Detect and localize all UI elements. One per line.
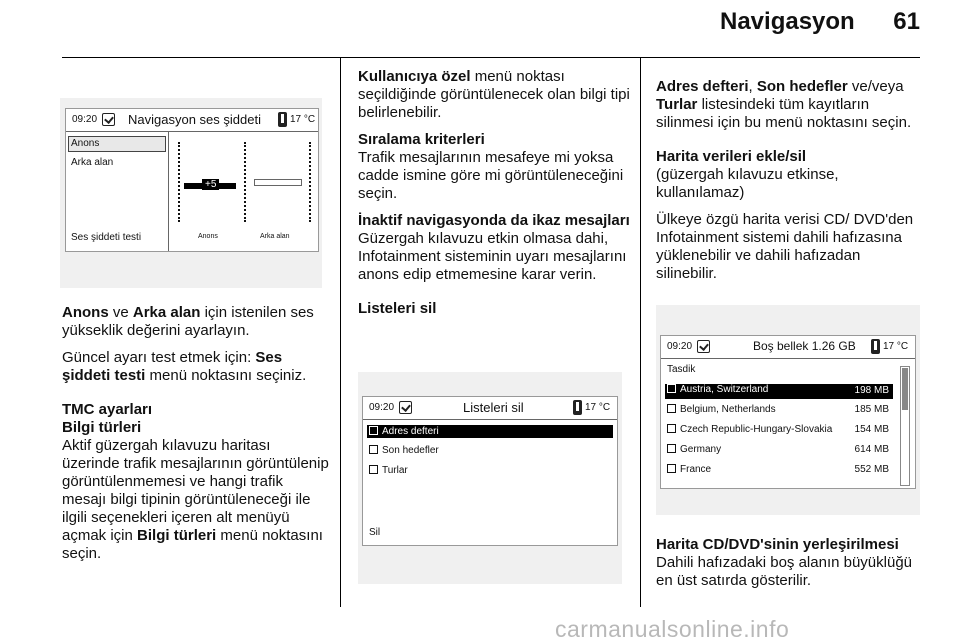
column-3-bottom-text (656, 536, 920, 599)
map-data-screen (660, 335, 916, 489)
header-rule (62, 57, 920, 58)
list-item-tours[interactable]: Turlar (369, 465, 408, 476)
paragraph: Adres defteri, Son hedefler ve/veya Turlar listesindeki tüm kayıtların silinmesi için bu menü noktasını seçin. (656, 78, 912, 131)
paragraph: Kullanıcıya özel menü noktası seçildiğinde görüntülenecek olan bilgi tipi belirlenebilir. (358, 68, 630, 121)
checkbox-icon (369, 465, 378, 474)
map-row-france[interactable]: France 552 MB (665, 464, 893, 475)
subsection-heading: Bilgi türleri (62, 419, 142, 436)
paragraph: Aktif güzergah kılavuzu haritası üzerinde trafik mesajlarının görüntülenip görüntülenmemesi ve hangi trafik mesajı bilgi tipinin görüntüleneceği ile ilgili seçenekleri içeren alt menüyü açmak için Bilgi türleri menü noktasını seçin. (62, 437, 329, 562)
navigation-icon (697, 340, 710, 353)
thermometer-icon (278, 112, 287, 127)
paragraph: Güncel ayarı test etmek için: Ses şiddeti testi menü noktasını seçiniz. (62, 349, 307, 384)
paragraph: Dahili hafızadaki boş alanın büyüklüğü en üst satırda gösterilir. (656, 554, 913, 589)
menu-item-label: Anons (71, 138, 100, 149)
delete-button[interactable]: Sil (369, 527, 381, 538)
paragraph: Güzergah kılavuzu etkin olmasa dahi, Infotainment sisteminin uyarı mesajlarını anons edip etmemesine karar verin. (358, 230, 627, 283)
checkbox-icon (667, 404, 676, 413)
slider-value: +5 (202, 179, 219, 190)
thermometer-icon (871, 339, 880, 354)
clock: 09:20 (72, 114, 98, 125)
checkbox-icon (667, 444, 676, 453)
delete-lists-screen (362, 396, 618, 546)
screenshot-panel-delete-lists (358, 372, 622, 584)
thermometer-icon (573, 400, 582, 415)
scrollbar-thumb[interactable] (902, 368, 908, 410)
temperature: 17 °C (585, 402, 611, 413)
navigation-icon (399, 401, 412, 414)
column-3-text (656, 78, 920, 292)
screen-status-bar (66, 109, 318, 132)
checkbox-icon (369, 426, 378, 435)
slider-track (309, 142, 313, 222)
screen-status-bar (363, 397, 617, 420)
paragraph: (güzergah kılavuzu etkinse, kullanılamaz) (656, 166, 839, 201)
section-heading: Listeleri sil (358, 300, 437, 317)
column-divider (340, 57, 341, 607)
background-volume-slider[interactable] (254, 179, 302, 186)
free-memory-label: Boş bellek 1.26 GB (753, 339, 856, 353)
subsection-heading: İnaktif navigasyonda da ikaz mesajları (358, 212, 630, 229)
map-row-belgium-netherlands[interactable]: Belgium, Netherlands 185 MB (665, 404, 893, 415)
menu-item-arka-alan[interactable]: Arka alan (71, 157, 114, 168)
screen-status-bar (661, 336, 915, 359)
navigation-icon (102, 113, 115, 126)
list-item-address-book[interactable]: Adres defteri (367, 425, 613, 438)
slider-label-anons: Anons (198, 233, 218, 240)
scrollbar[interactable] (900, 366, 910, 486)
checkbox-icon (667, 464, 676, 473)
screenshot-panel-volume (60, 98, 322, 288)
column-2-text (358, 68, 630, 318)
screen-title: Navigasyon ses şiddeti (128, 112, 261, 127)
screenshot-panel-map-data (656, 305, 920, 515)
nav-volume-screen (65, 108, 319, 252)
map-row-austria-switzerland[interactable]: Austria, Switzerland 198 MB (665, 384, 893, 399)
paragraph: Ülkeye özgü harita verisi CD/ DVD'den Infotainment sistemi dahili hafızasına yüklenebilir ve dahili hafızadan silinebilir. (656, 211, 914, 282)
section-heading: Harita verileri ekle/sil (656, 148, 807, 165)
checkbox-icon (667, 424, 676, 433)
temperature: 17 °C (883, 341, 909, 352)
clock: 09:20 (369, 402, 395, 413)
slider-label-arka-alan: Arka alan (260, 233, 290, 240)
temperature: 17 °C (290, 114, 316, 125)
slider-track (178, 142, 182, 222)
paragraph: Trafik mesajlarının mesafeye mi yoksa cadde ismine göre mi görüntüleneceğini seçin. (358, 149, 624, 202)
column-divider (640, 57, 641, 607)
menu-item-volume-test[interactable]: Ses şiddeti testi (71, 232, 142, 243)
menu-list (66, 132, 169, 251)
page-header-title: Navigasyon (720, 8, 855, 35)
subsection-heading: Sıralama kriterleri (358, 131, 485, 148)
confirm-option[interactable]: Tasdik (667, 364, 696, 375)
section-heading: TMC ayarları (62, 401, 153, 418)
clock: 09:20 (667, 341, 693, 352)
list-item-recent-destinations[interactable]: Son hedefler (369, 445, 439, 456)
paragraph: Anons ve Arka alan için istenilen ses yükseklik değerini ayarlayın. (62, 304, 314, 339)
map-row-czech-hungary-slovakia[interactable]: Czech Republic-Hungary-Slovakia 154 MB (665, 424, 893, 435)
map-row-germany[interactable]: Germany 614 MB (665, 444, 893, 455)
checkbox-icon (369, 445, 378, 454)
slider-track (244, 142, 248, 222)
screen-title: Listeleri sil (463, 400, 524, 415)
column-1-text (62, 304, 330, 572)
page-number: 61 (893, 8, 920, 35)
watermark: carmanualsonline.info (555, 616, 790, 642)
subsection-heading: Harita CD/DVD'sinin yerleşirilmesi (656, 536, 899, 553)
checkbox-icon (667, 384, 676, 393)
